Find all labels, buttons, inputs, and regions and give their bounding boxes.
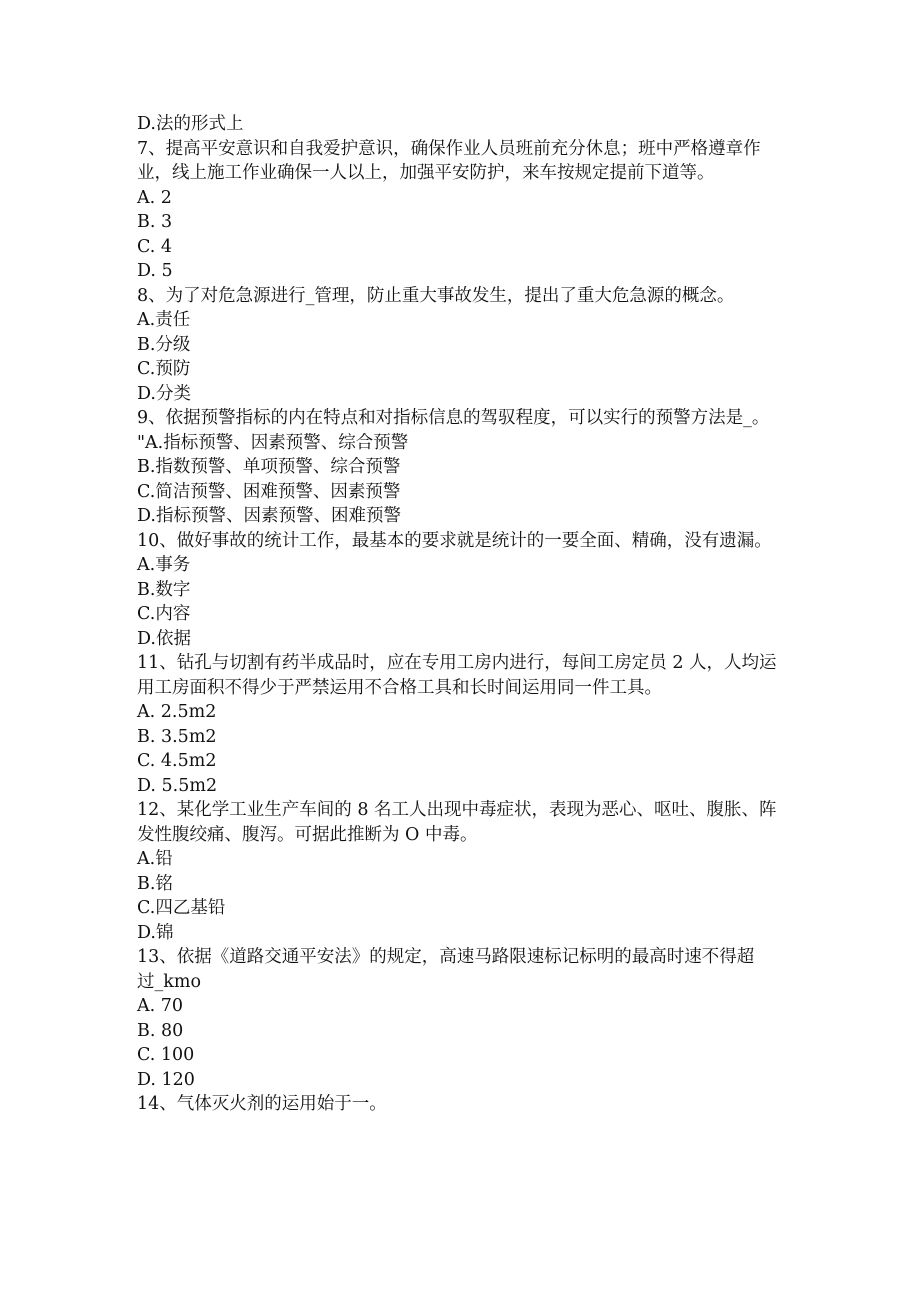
option-line: D.分类	[137, 383, 191, 404]
document-body	[137, 112, 787, 1117]
option-line: D.依据	[137, 628, 191, 649]
question-8: 8、为了对危急源进行_管理，防止重大事故发生，提出了重大危急源的概念。	[137, 285, 735, 306]
option-line: A.责任	[137, 310, 191, 330]
question-12: 12、某化学工业生产车间的 8 名工人出现中毒症状，表现为恶心、呕吐、腹胀、阵发性腹绞痛、腹泻。可据此推断为 O 中毒。	[137, 800, 777, 845]
option-line: C.四乙基铅	[137, 898, 226, 918]
option-line: B. 80	[137, 1020, 184, 1041]
option-line: C. 4.5m2	[137, 751, 217, 771]
question-13-continuation: 过_kmo	[137, 971, 201, 992]
question-9: 9、依据预警指标的内在特点和对指标信息的驾驭程度，可以实行的预警方法是_。	[137, 408, 770, 428]
option-line: D. 5	[137, 261, 173, 281]
option-line: C.简洁预警、困难预警、因素预警	[137, 481, 401, 502]
option-line: D.法的形式上	[137, 114, 244, 134]
option-line: B.分级	[137, 334, 191, 355]
option-line: C. 100	[137, 1045, 195, 1065]
option-line: B.铭	[137, 873, 173, 894]
option-line: C.内容	[137, 604, 191, 624]
option-line: C.预防	[137, 359, 191, 379]
question-13: 13、依据《道路交通平安法》的规定，高速马路限速标记标明的最高时速不得超	[137, 947, 755, 967]
option-line: C. 4	[137, 236, 173, 257]
question-14: 14、气体灭火剂的运用始于一。	[137, 1094, 387, 1114]
option-line: A.铅	[137, 849, 173, 869]
option-line: "A.指标预警、因素预警、综合预警	[137, 432, 409, 453]
option-line: B. 3	[137, 212, 173, 232]
question-7: 7、提高平安意识和自我爱护意识，确保作业人员班前充分休息；班中严格遵章作业，线上施工作业确保一人以上，加强平安防护，来车按规定提前下道等。	[137, 138, 761, 183]
option-line: D. 5.5m2	[137, 775, 218, 796]
option-line: B.数字	[137, 579, 191, 600]
option-line: A. 2.5m2	[137, 702, 217, 722]
option-line: D. 120	[137, 1069, 195, 1090]
option-line: B.指数预警、单项预警、综合预警	[137, 457, 401, 477]
option-line: B. 3.5m2	[137, 726, 217, 747]
option-line: D.锦	[137, 922, 174, 943]
option-line: A.事务	[137, 555, 191, 575]
option-line: A. 2	[137, 187, 172, 208]
question-11: 11、钻孔与切割有药半成品时，应在专用工房内进行，每间工房定员 2 人，人均运用工房面积不得少于严禁运用不合格工具和长时间运用同一件工具。	[137, 653, 777, 698]
option-line: D.指标预警、因素预警、困难预警	[137, 506, 401, 526]
question-10: 10、做好事故的统计工作，最基本的要求就是统计的一要全面、精确，没有遗漏。	[137, 530, 772, 551]
option-line: A. 70	[137, 996, 184, 1016]
